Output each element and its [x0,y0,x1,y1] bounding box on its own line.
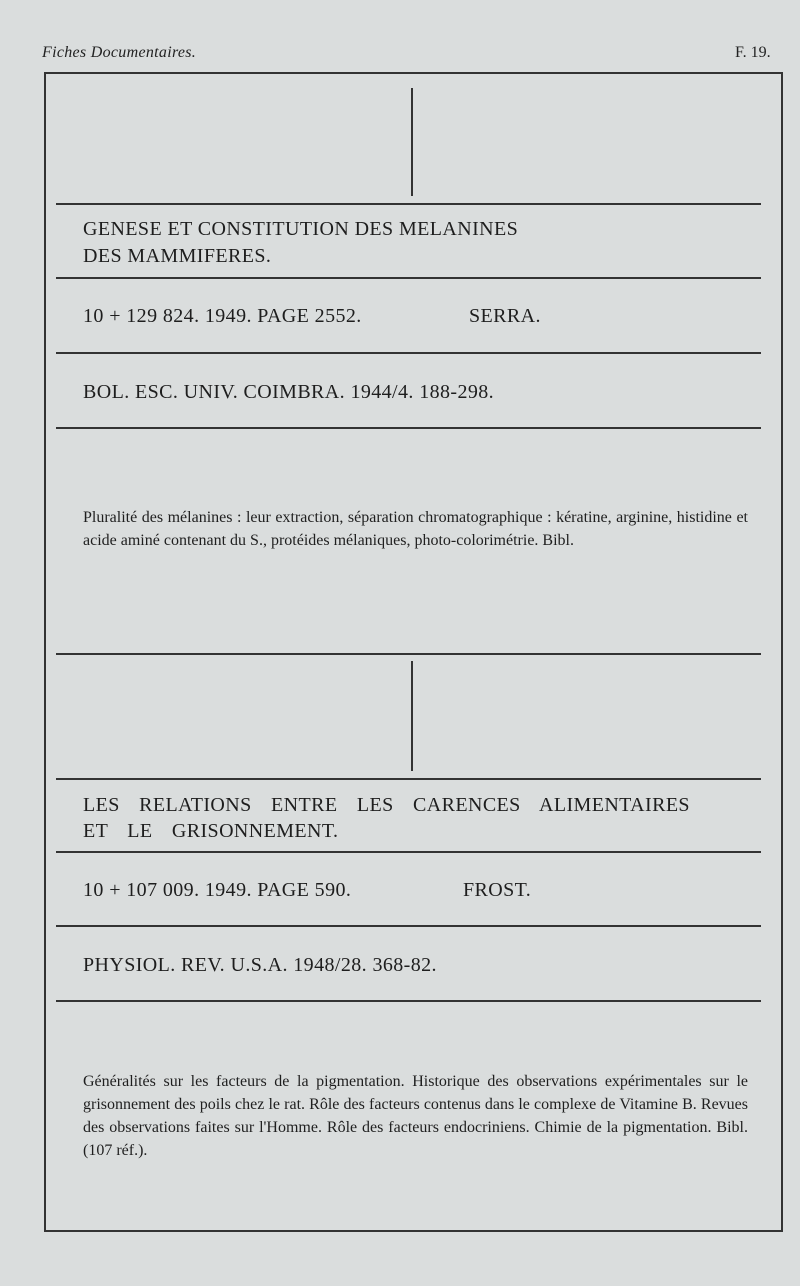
card2-rule-1 [56,778,761,780]
card2-rule-3 [56,925,761,927]
card1-divider [411,88,413,196]
series-title: Fiches Documentaires. [42,44,197,61]
card1-author: SERRA. [469,305,541,327]
card1-abstract: Pluralité des mélanines : leur extraction, séparation chromatographique : kératine, arginine, histidine et acide aminé contenant du S., protéides mélaniques, photo-colorimétrie. Bibl. [83,509,748,549]
card1-rule-5 [56,653,761,655]
bottom-rule [44,1230,781,1232]
card1-rule-1 [56,203,761,205]
card2-source: PHYSIOL. REV. U.S.A. 1948/28. 368-82. [83,954,437,976]
card2-reference: 10 + 107 009. 1949. PAGE 590. [83,879,352,901]
card2-divider [411,661,413,771]
card2-rule-4 [56,1000,761,1002]
top-rule [44,72,781,74]
card2-title-line2: ET LE GRISONNEMENT. [83,820,339,842]
card1-source: BOL. ESC. UNIV. COIMBRA. 1944/4. 188-298. [83,381,495,403]
card2-abstract: Généralités sur les facteurs de la pigmentation. Historique des observations expérimentales sur le grisonnement des poils chez le rat. Rôle des facteurs contenus dans le complexe de Vitamine B. Revues des observations faites sur l'Homme. Rôle des facteurs endocriniens. Chimie de la pigmentation. Bibl. (107 réf.). [83,1073,748,1159]
card1-title-line2: DES MAMMIFERES. [83,245,272,267]
card1-rule-3 [56,352,761,354]
card2-author: FROST. [463,879,532,901]
page-number: F. 19. [735,44,771,61]
card1-rule-2 [56,277,761,279]
card1-rule-4 [56,427,761,429]
card2-title-line1: LES RELATIONS ENTRE LES CARENCES ALIMENTAIRES [83,794,690,816]
card2-rule-2 [56,851,761,853]
card1-reference: 10 + 129 824. 1949. PAGE 2552. [83,305,362,327]
card1-title-line1: GENESE ET CONSTITUTION DES MELANINES [83,218,519,240]
